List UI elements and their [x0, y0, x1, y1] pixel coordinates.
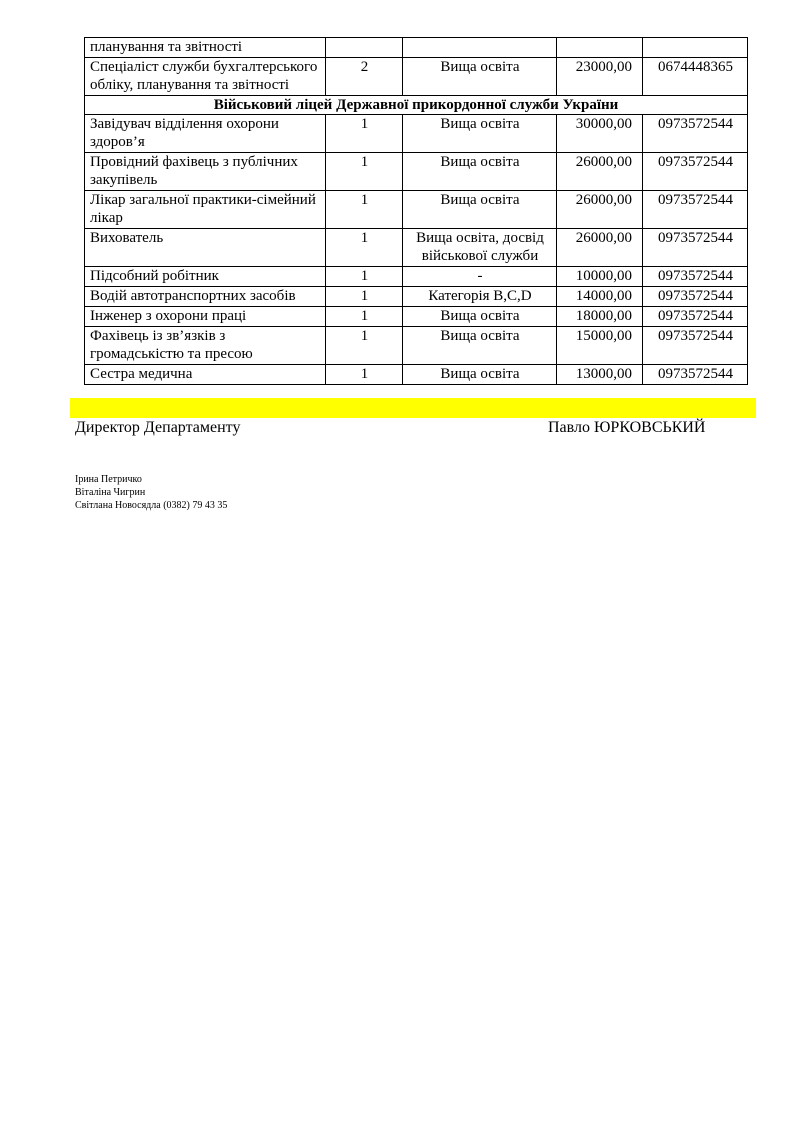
requirements-cell: -: [403, 267, 557, 287]
requirements-cell: Вища освіта: [403, 365, 557, 385]
requirements-cell: Вища освіта: [403, 153, 557, 191]
requirements-cell: Вища освіта: [403, 58, 557, 96]
count-cell: 1: [326, 229, 403, 267]
requirements-cell: Вища освіта: [403, 115, 557, 153]
count-cell: 1: [326, 153, 403, 191]
count-cell: 1: [326, 327, 403, 365]
position-cell: Інженер з охорони праці: [85, 307, 326, 327]
position-cell: планування та звітності: [85, 38, 326, 58]
phone-cell: 0973572544: [643, 229, 748, 267]
count-cell: 2: [326, 58, 403, 96]
table-row: [85, 229, 748, 267]
section-title: Військовий ліцей Державної прикордонної служби України: [85, 96, 748, 115]
count-cell: 1: [326, 365, 403, 385]
table-row: [85, 365, 748, 385]
phone-cell: 0973572544: [643, 153, 748, 191]
requirements-cell: Вища освіта: [403, 307, 557, 327]
executors-list: [75, 473, 227, 512]
executor-name-phone: Світлана Новосядла (0382) 79 43 35: [75, 500, 228, 511]
position-cell: Провідний фахівець з публічних закупівель: [85, 153, 326, 191]
table-row: [85, 38, 748, 58]
yellow-highlight-band: [70, 398, 756, 418]
phone-cell: 0973572544: [643, 191, 748, 229]
count-cell: 1: [326, 115, 403, 153]
table-row: [85, 307, 748, 327]
salary-cell: 26000,00: [557, 229, 643, 267]
executor-name: Віталіна Чигрин: [75, 487, 146, 498]
salary-cell: 30000,00: [557, 115, 643, 153]
salary-cell: 26000,00: [557, 191, 643, 229]
table-row: [85, 287, 748, 307]
position-cell: Водій автотранспортних засобів: [85, 287, 326, 307]
salary-cell: 15000,00: [557, 327, 643, 365]
position-cell: Сестра медична: [85, 365, 326, 385]
table-row: [85, 115, 748, 153]
requirements-cell: Вища освіта: [403, 327, 557, 365]
salary-cell: 18000,00: [557, 307, 643, 327]
phone-cell: [643, 38, 748, 58]
salary-cell: 23000,00: [557, 58, 643, 96]
table-row: [85, 327, 748, 365]
phone-cell: 0674448365: [643, 58, 748, 96]
table-row: [85, 267, 748, 287]
phone-cell: 0973572544: [643, 327, 748, 365]
salary-cell: 13000,00: [557, 365, 643, 385]
phone-cell: 0973572544: [643, 115, 748, 153]
requirements-cell: [403, 38, 557, 58]
vacancies-table-body: [85, 38, 748, 385]
position-cell: Лікар загальної практики-сімейний лікар: [85, 191, 326, 229]
executor-name: Ірина Петричко: [75, 474, 142, 485]
phone-cell: 0973572544: [643, 267, 748, 287]
count-cell: 1: [326, 287, 403, 307]
count-cell: 1: [326, 191, 403, 229]
salary-cell: [557, 38, 643, 58]
salary-cell: 10000,00: [557, 267, 643, 287]
phone-cell: 0973572544: [643, 287, 748, 307]
requirements-cell: Вища освіта, досвід військової служби: [403, 229, 557, 267]
table-row: [85, 191, 748, 229]
vacancies-table: [84, 37, 748, 385]
salary-cell: 26000,00: [557, 153, 643, 191]
count-cell: 1: [326, 267, 403, 287]
count-cell: 1: [326, 307, 403, 327]
section-header-row: [85, 96, 748, 115]
position-cell: Завідувач відділення охорони здоров’я: [85, 115, 326, 153]
position-cell: Вихователь: [85, 229, 326, 267]
position-cell: Підсобний робітник: [85, 267, 326, 287]
table-row: [85, 153, 748, 191]
signature-name: Павло ЮРКОВСЬКИЙ: [548, 419, 706, 436]
phone-cell: 0973572544: [643, 307, 748, 327]
requirements-cell: Категорія В,С,D: [403, 287, 557, 307]
position-cell: Фахівець із зв’язків з громадськістю та пресою: [85, 327, 326, 365]
signature-title: Директор Департаменту: [75, 419, 241, 436]
position-cell: Спеціаліст служби бухгалтерського обліку, планування та звітності: [85, 58, 326, 96]
phone-cell: 0973572544: [643, 365, 748, 385]
count-cell: [326, 38, 403, 58]
salary-cell: 14000,00: [557, 287, 643, 307]
requirements-cell: Вища освіта: [403, 191, 557, 229]
table-row: [85, 58, 748, 96]
